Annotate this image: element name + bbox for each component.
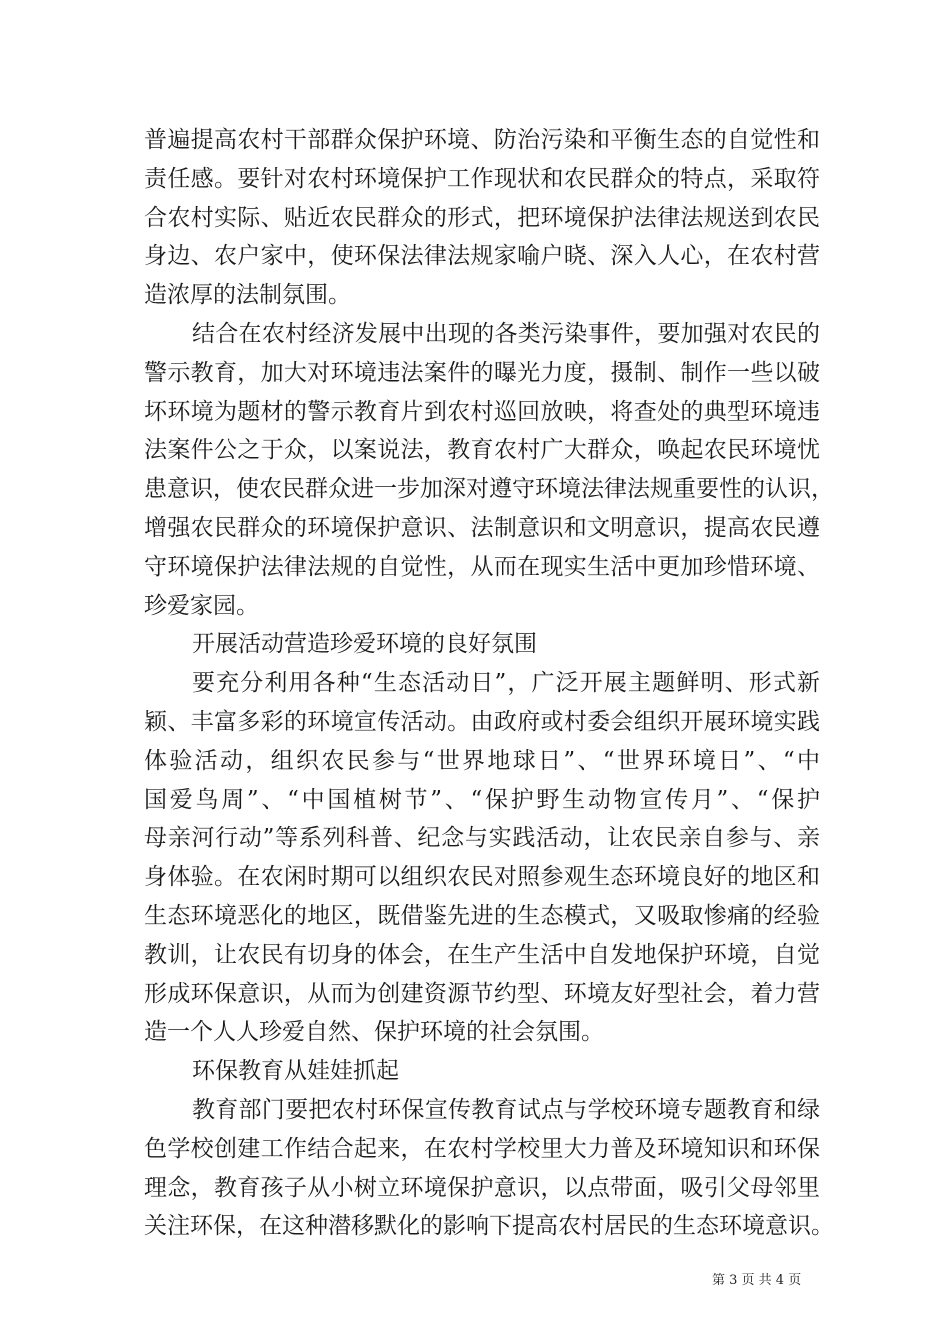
paragraph-line: 增强农民群众的环境保护意识、法制意识和文明意识，提高农民遵: [144, 514, 820, 541]
section-heading: 环保教育从娃娃抓起: [192, 1058, 399, 1085]
paragraph-line: 守环境保护法律法规的自觉性，从而在现实生活中更加珍惜环境、: [144, 553, 820, 580]
paragraph-line: 母亲河行动”等系列科普、纪念与实践活动，让农民亲自参与、亲: [144, 825, 820, 852]
paragraph-line: 教训，让农民有切身的体会，在生产生活中自发地保护环境，自觉: [144, 941, 820, 968]
paragraph-line: 体验活动，组织农民参与“世界地球日”、“世界环境日”、“中: [144, 747, 820, 774]
paragraph-line: 颖、丰富多彩的环境宣传活动。由政府或村委会组织开展环境实践: [144, 708, 820, 735]
section-heading: 开展活动营造珍爱环境的良好氛围: [192, 631, 537, 658]
paragraph-line: 形成环保意识，从而为创建资源节约型、环境友好型社会，着力营: [144, 980, 820, 1007]
page-number: 第 3 页 共 4 页: [712, 1273, 802, 1288]
paragraph-line: 身体验。在农闲时期可以组织农民对照参观生态环境良好的地区和: [144, 864, 820, 891]
document-body: [144, 121, 834, 1246]
paragraph-line: 结合在农村经济发展中出现的各类污染事件，要加强对农民的: [192, 320, 820, 347]
paragraph-line: 警示教育，加大对环境违法案件的曝光力度，摄制、制作一些以破: [144, 359, 820, 386]
paragraph-line: 生态环境恶化的地区，既借鉴先进的生态模式，又吸取惨痛的经验: [144, 902, 820, 929]
paragraph-line: 责任感。要针对农村环境保护工作现状和农民群众的特点，采取符: [144, 165, 820, 192]
paragraph-line: 珍爱家园。: [144, 592, 259, 619]
paragraph-line: 造浓厚的法制氛围。: [144, 282, 351, 309]
paragraph-line: 合农村实际、贴近农民群众的形式，把环境保护法律法规送到农民: [144, 204, 820, 231]
paragraph-line: 国爱鸟周”、“中国植树节”、“保护野生动物宣传月”、“保护: [144, 786, 820, 813]
paragraph-line: 造一个人人珍爱自然、保护环境的社会氛围。: [144, 1019, 604, 1046]
paragraph-line: 理念，教育孩子从小树立环境保护意识，以点带面，吸引父母邻里: [144, 1174, 820, 1201]
paragraph-line: 教育部门要把农村环保宣传教育试点与学校环境专题教育和绿: [192, 1096, 820, 1123]
paragraph-line: 色学校创建工作结合起来，在农村学校里大力普及环境知识和环保: [144, 1135, 820, 1162]
paragraph-line: 坏环境为题材的警示教育片到农村巡回放映，将查处的典型环境违: [144, 398, 820, 425]
paragraph-line: 关注环保，在这种潜移默化的影响下提高农村居民的生态环境意识。: [144, 1213, 834, 1240]
paragraph-line: 法案件公之于众，以案说法，教育农村广大群众，唤起农民环境忧: [144, 437, 820, 464]
paragraph-line: 普遍提高农村干部群众保护环境、防治污染和平衡生态的自觉性和: [144, 127, 820, 153]
paragraph-line: 身边、农户家中，使环保法律法规家喻户晓、深入人心，在农村营: [144, 243, 820, 270]
paragraph-line: 患意识，使农民群众进一步加深对遵守环境法律法规重要性的认识，: [144, 476, 834, 503]
paragraph-line: 要充分利用各种“生态活动日”，广泛开展主题鲜明、形式新: [192, 670, 820, 697]
